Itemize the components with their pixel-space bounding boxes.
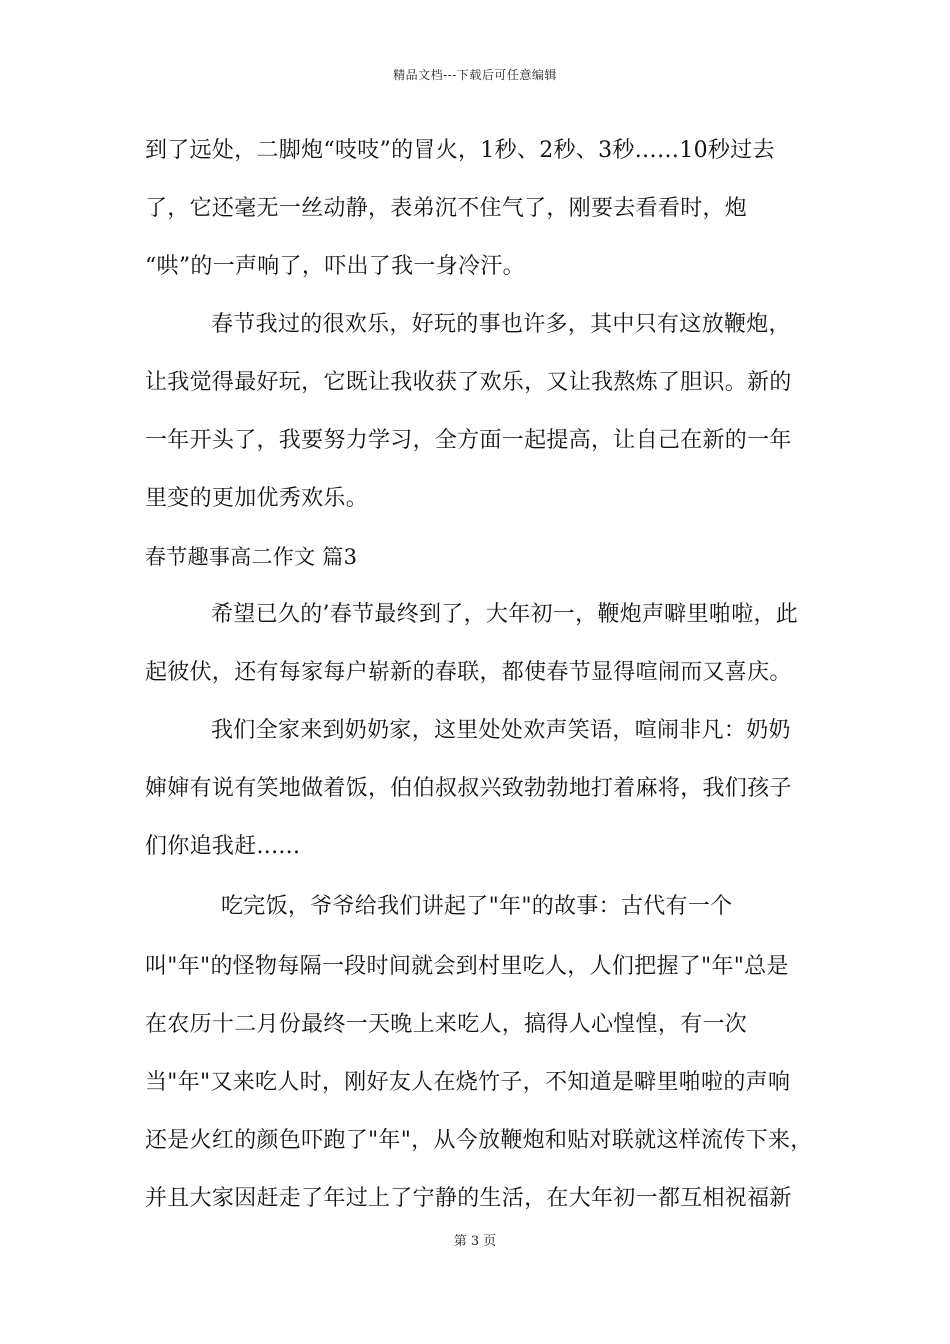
text-line: 到了远处，二脚炮“吱吱”的冒火，1秒、2秒、3秒……10秒过去: [145, 138, 775, 163]
text-line: “哄”的一声响了，吓出了我一身冷汗。: [145, 254, 525, 279]
text-line: 当"年"又来吃人时，刚好友人在烧竹子，不知道是噼里啪啦的声响: [145, 1070, 791, 1095]
text-line: 还是火红的颜色吓跑了"年"，从今放鞭炮和贴对联就这样流传下来，: [145, 1128, 813, 1153]
text-line: 们你追我赶......: [145, 834, 301, 859]
text-line: 叫"年"的怪物每隔一段时间就会到村里吃人，人们把握了"年"总是: [145, 954, 789, 979]
text-line: 起彼伏，还有每家每户崭新的春联，都使春节显得喧闹而又喜庆。: [145, 660, 792, 685]
text-line: 里变的更加优秀欢乐。: [145, 486, 369, 511]
text-line: 一年开头了，我要努力学习，全方面一起提高，让自己在新的一年: [145, 428, 792, 453]
paragraph-first-line: 希望已久的’春节最终到了，大年初一，鞭炮声噼里啪啦，此: [211, 602, 799, 627]
paragraph-first-line: 吃完饭，爷爷给我们讲起了"年"的故事：古代有一个: [221, 894, 733, 919]
section-heading: 春节趣事高二作文 篇3: [145, 545, 358, 569]
paragraph-first-line: 春节我过的很欢乐，好玩的事也许多，其中只有这放鞭炮，: [211, 312, 791, 337]
text-line: 婶婶有说有笑地做着饭，伯伯叔叔兴致勃勃地打着麻将，我们孩子: [145, 776, 792, 801]
text-line: 了，它还毫无一丝动静，表弟沉不住气了，刚要去看看时，炮: [145, 196, 748, 221]
paragraph-first-line: 我们全家来到奶奶家，这里处处欢声笑语，喧闹非凡：奶奶: [211, 718, 791, 743]
page-number: 第 3 页: [453, 1234, 497, 1249]
text-line: 并且大家因赶走了年过上了宁静的生活，在大年初一都互相祝福新: [145, 1186, 792, 1211]
document-body: [145, 128, 813, 1234]
text-line: 让我觉得最好玩，它既让我收获了欢乐，又让我熬炼了胆识。新的: [145, 370, 792, 395]
page-header: 精品文档---下载后可任意编辑: [393, 68, 557, 82]
text-line: 在农历十二月份最终一天晚上来吃人，搞得人心惶惶，有一次: [145, 1012, 748, 1037]
